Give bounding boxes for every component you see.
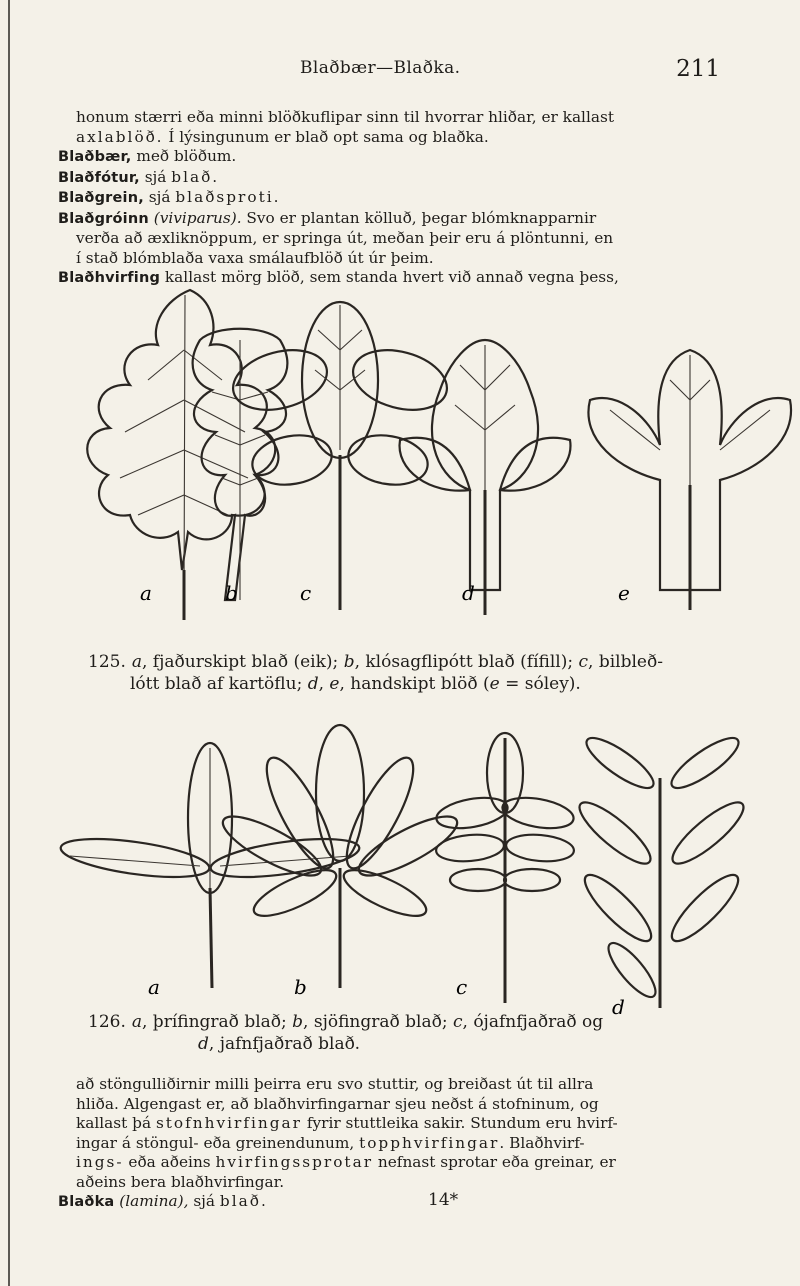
text-line: hliða. Algengast er, að blaðhvirfingarnar sjeu neðst á stofninum, og [76, 1094, 599, 1113]
text-line: ings- eða aðeins hvirfingssprotar nefnast sprotar eða greinar, er [76, 1153, 616, 1171]
text-line: að stöngulliðirnir milli þeirra eru svo stuttir, og breiðast út til allra [76, 1075, 594, 1093]
text-line: í stað blómblaða vaxa smálaufblöð út úr þeim. [76, 248, 434, 267]
figure-label: d [462, 581, 475, 605]
figure-label: d [612, 995, 625, 1019]
odd-pinnate-leaf-drawing [434, 733, 576, 1003]
entry-headword: Blaðka [58, 1194, 115, 1210]
oak-leaf-drawing [87, 290, 275, 620]
text-line: ingar á stöngul- eða greinendunum, topphvirfingar. Blaðhvirf- [76, 1133, 585, 1152]
dictionary-entry: Blaðka (lamina), sjá blað. [58, 1192, 266, 1210]
entry-headword: Blaðgrein, [58, 190, 144, 206]
text-line: aðeins bera blaðhvirfingar. [76, 1172, 285, 1191]
dictionary-entry: Blaðgróinn (viviparus). Svo er plantan kölluð, þegar blómknapparnir [58, 208, 597, 227]
running-head [0, 58, 800, 88]
dandelion-leaf-drawing [193, 329, 288, 600]
entry-headword: Blaðbær, [58, 149, 132, 165]
text-line: verða að æxliknöppum, er springa út, meðan þeir eru á plöntunni, en [76, 229, 614, 247]
text-line: honum stærri eða minni blöðkuflipar sinn til hvorrar hliðar, er kallast [76, 108, 614, 126]
running-title: Blaðbær—Blaðka. [300, 58, 461, 78]
figure-125-caption: 125. a, fjaðurskipt blað (eik); b, klósagflipótt blað (fífill); c, bilbleð- lótt blað af kartöflu; d, e, handskipt blöð (e = sóley). [88, 652, 663, 694]
entry-headword: Blaðfótur, [58, 169, 140, 186]
dictionary-entry: Blaðgrein, sjá blaðsproti. [58, 188, 279, 206]
figure-label: b [225, 581, 238, 605]
even-pinnate-leaf-drawing [572, 730, 751, 1008]
page-number: 211 [676, 56, 720, 82]
figure-label: b [294, 975, 307, 999]
dictionary-entry: Blaðhvirfing kallast mörg blöð, sem standa hvert við annað vegna þess, [58, 268, 619, 286]
figure-label: a [148, 975, 160, 999]
entry-headword: Blaðgróinn [58, 210, 149, 227]
text-line: axlablöð. Í lýsingunum er blað opt sama og blaðka. [76, 127, 489, 146]
dictionary-entry: Blaðbær, með blöðum. [58, 147, 237, 165]
figure-126-caption: 126. a, þrífingrað blað; b, sjöfingrað blað; c, ójafnfjaðrað og d, jafnfjaðrað blað. [88, 1012, 604, 1054]
bottom-text-block [58, 1075, 738, 1213]
dictionary-entry: Blaðfótur, sjá blað. [58, 167, 218, 186]
potato-leaf-drawing [226, 302, 453, 610]
top-text-block [58, 108, 738, 289]
signature-mark: 14* [428, 1190, 459, 1210]
figure-label: c [300, 581, 312, 605]
figure-125-illustration [0, 270, 800, 650]
text-line: kallast þá stofnhvirfingar fyrir stuttleika sakir. Stundum eru hvirf- [76, 1114, 618, 1132]
buttercup-leaf-drawing [588, 350, 791, 610]
palmate-leaf-drawing [400, 340, 571, 615]
figure-label: a [140, 581, 152, 605]
figure-126-illustration [0, 718, 800, 1030]
entry-headword: Blaðhvirfing [58, 270, 161, 286]
figure-label: e [618, 581, 630, 605]
figure-label: c [456, 975, 468, 999]
